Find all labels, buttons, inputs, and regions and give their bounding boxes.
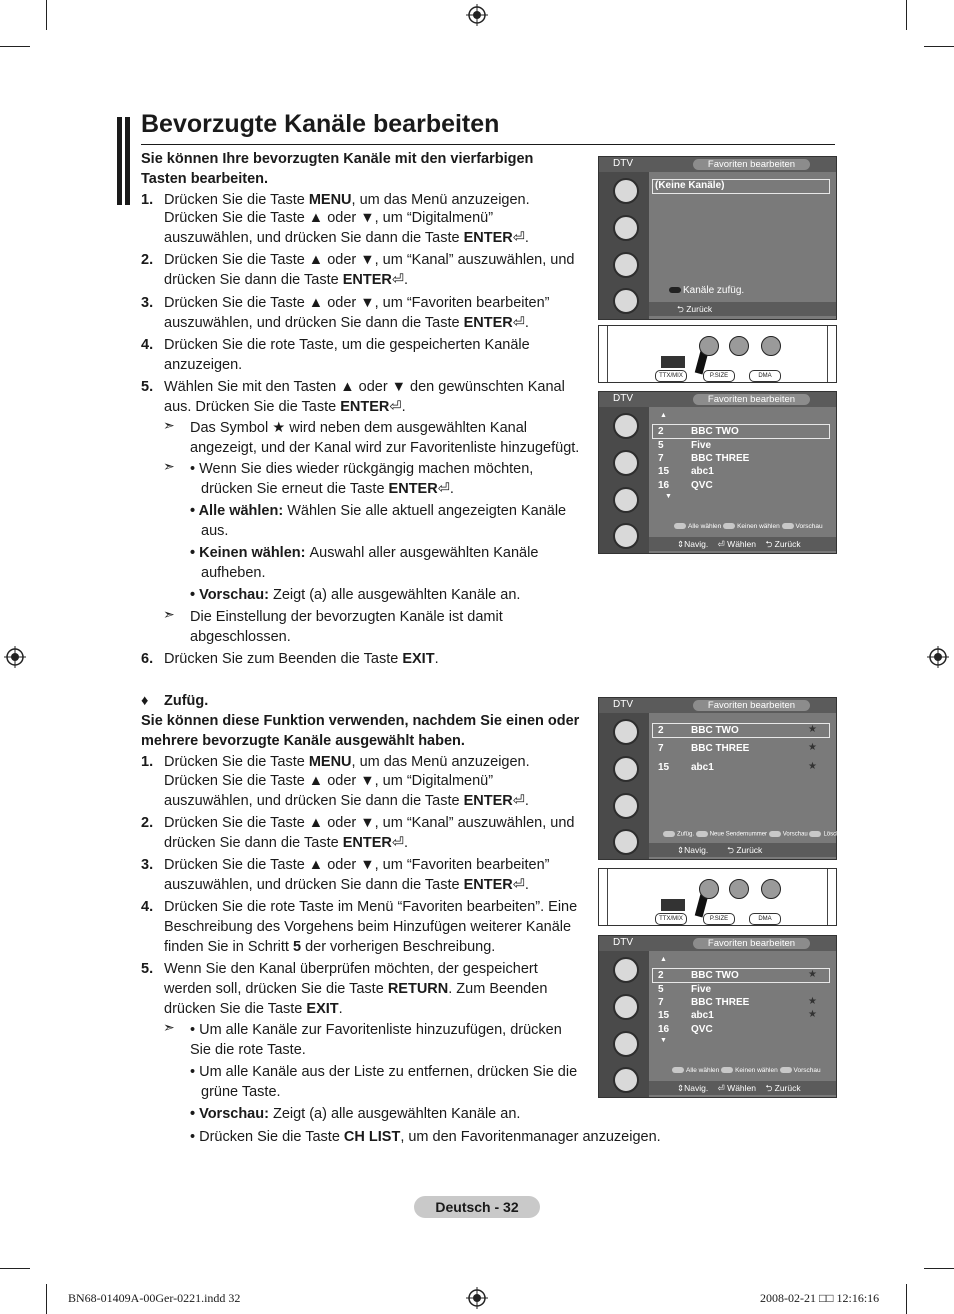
- section-bullet: ♦: [141, 693, 149, 709]
- step-text: drücken Sie dann die Taste ENTER⏎.: [164, 272, 409, 288]
- step-number: 5.: [141, 961, 154, 977]
- note-text: • Vorschau: Zeigt (a) alle ausgewählten Kanäle an.: [190, 1106, 521, 1122]
- osd-favorites-list: DTV Favoriten bearbeiten ▲ 2 BBC TWO 5 Five 7 BBC THREE 15 abc1 16 QVC ▼ Alle wählen Keinen wählen Vorschau ⇕Navig. ⏎ Wählen ⮌ Zurück: [598, 391, 837, 554]
- note-text: drücken Sie erneut die Taste ENTER⏎.: [201, 481, 454, 497]
- registration-mark-icon: [4, 646, 26, 668]
- note-arrow-icon: ➣: [163, 606, 175, 622]
- step-text: Drücken Sie die rote Taste im Menü “Favoriten bearbeiten”. Eine: [164, 899, 578, 915]
- enter-icon: ⏎: [512, 230, 525, 246]
- step-text: Drücken Sie die Taste ▲ oder ▼, um “Digitalmenü”: [164, 210, 494, 226]
- setup-menu-icon: [613, 487, 639, 513]
- step-text: Drücken Sie die Taste MENU, um das Menü anzuzeigen.: [164, 192, 530, 208]
- section-heading: Zufüg.: [164, 693, 209, 709]
- step-number: 6.: [141, 651, 154, 667]
- step-text: Drücken Sie die Taste ▲ oder ▼, um “Kanal” auszuwählen, und: [164, 252, 575, 268]
- setup-menu-icon: [613, 1031, 639, 1057]
- step-number: 2.: [141, 815, 154, 831]
- note-text: Das Symbol ★ wird neben dem ausgewählten Kanal: [190, 420, 528, 436]
- favorite-star-icon: ★: [808, 996, 817, 1007]
- step-text: drücken Sie dann die Taste ENTER⏎.: [164, 835, 409, 851]
- step-number: 1.: [141, 754, 154, 770]
- step-text: auszuwählen, und drücken Sie dann die Taste ENTER⏎.: [164, 315, 529, 331]
- input-menu-icon: [613, 288, 639, 314]
- scroll-down-icon: ▼: [665, 493, 672, 500]
- step-text: aus. Drücken Sie die Taste ENTER⏎.: [164, 399, 406, 415]
- return-icon: ⮌: [765, 539, 773, 549]
- navigate-icon: ⇕: [677, 1083, 685, 1093]
- step-text: Drücken Sie die Taste ▲ oder ▼, um “Digitalmenü”: [164, 773, 494, 789]
- note-text: • Alle wählen: Wählen Sie alle aktuell angezeigten Kanäle: [190, 503, 567, 519]
- sound-menu-icon: [613, 994, 639, 1020]
- enter-icon: ⏎: [717, 1083, 725, 1093]
- intro-text: Sie können Ihre bevorzugten Kanäle mit den vierfarbigen: [141, 151, 534, 167]
- sound-menu-icon: [613, 450, 639, 476]
- osd-favorites-selected: DTV Favoriten bearbeiten 2 BBC TWO ★ 7 BBC THREE ★ 15 abc1 ★ Zufüg. Neue Sendernummer Vorschau Löschen ⇕Navig. ⮌ Zurück: [598, 697, 837, 860]
- favorite-star-icon: ★: [808, 969, 817, 980]
- note-text: • Wenn Sie dies wieder rückgängig machen möchten,: [190, 461, 534, 477]
- step-text: auszuwählen, und drücken Sie dann die Taste ENTER⏎.: [164, 877, 529, 893]
- step-text: Drücken Sie zum Beenden die Taste EXIT.: [164, 651, 439, 667]
- favorite-star-icon: ★: [808, 761, 817, 772]
- note-text: abgeschlossen.: [190, 629, 291, 645]
- favorite-star-icon: ★: [808, 1009, 817, 1020]
- setup-menu-icon: [613, 252, 639, 278]
- step-text: auszuwählen, und drücken Sie dann die Taste ENTER⏎.: [164, 793, 529, 809]
- picture-menu-icon: [613, 719, 639, 745]
- enter-icon: ⏎: [437, 481, 450, 497]
- step-text: Wenn Sie den Kanal überprüfen möchten, der gespeichert: [164, 961, 538, 977]
- enter-icon: ⏎: [512, 793, 525, 809]
- osd-favorites-empty: DTV Favoriten bearbeiten (Keine Kanäle) Kanäle zufüg. ⮌ Zurück: [598, 156, 837, 320]
- favorite-star-icon: ★: [808, 724, 817, 735]
- sound-menu-icon: [613, 215, 639, 241]
- title-rule: [141, 144, 835, 145]
- step-text: Drücken Sie die Taste ▲ oder ▼, um “Favoriten bearbeiten”: [164, 857, 550, 873]
- enter-icon: ⏎: [512, 315, 525, 331]
- step-number: 3.: [141, 857, 154, 873]
- step-number: 3.: [141, 295, 154, 311]
- red-button-icon: [669, 287, 681, 293]
- scroll-down-icon: ▼: [660, 1037, 667, 1044]
- note-text: aus.: [201, 523, 229, 539]
- navigate-icon: ⇕: [677, 539, 685, 549]
- note-text: • Um alle Kanäle zur Favoritenliste hinzuzufügen, drücken: [190, 1022, 562, 1038]
- intro-text: mehrere bevorzugte Kanäle ausgewählt haben.: [141, 733, 465, 749]
- step-text: Beschreibung des Vorgehens beim Hinzufügen weiterer Kanäle: [164, 919, 572, 935]
- note-text: Sie die rote Taste.: [190, 1042, 306, 1058]
- registration-mark-icon: [466, 1287, 488, 1309]
- return-icon: ⮌: [677, 304, 684, 314]
- favorite-star-icon: ★: [808, 742, 817, 753]
- step-number: 5.: [141, 379, 154, 395]
- page-number-badge: Deutsch - 32: [414, 1196, 540, 1218]
- osd-favorites-list-starred: DTV Favoriten bearbeiten ▲ 2 BBC TWO ★ 5 Five 7 BBC THREE ★ 15 abc1 ★ 16 QVC ▼ Alle wählen Keinen wählen Vorschau ⇕Navig. ⏎ Wählen ⮌ Zurück: [598, 935, 837, 1098]
- step-text: drücken Sie die Taste EXIT.: [164, 1001, 343, 1017]
- registration-mark-icon: [466, 4, 488, 26]
- remote-control-illustration: TTX/MIX P.SIZE DMA: [598, 325, 837, 383]
- enter-icon: ⏎: [512, 877, 525, 893]
- note-arrow-icon: ➣: [163, 417, 175, 433]
- return-icon: ⮌: [727, 845, 734, 855]
- remote-control-illustration: TTX/MIX P.SIZE DMA: [598, 868, 837, 926]
- navigate-icon: ⇕: [677, 845, 685, 855]
- intro-text: Tasten bearbeiten.: [141, 171, 269, 187]
- note-text: aufheben.: [201, 565, 266, 581]
- return-icon: ⮌: [765, 1083, 773, 1093]
- scroll-up-icon: ▲: [660, 412, 667, 419]
- print-timestamp: 2008-02-21 □□ 12:16:16: [760, 1291, 880, 1305]
- title-bar-decoration: [125, 117, 130, 205]
- step-text: Drücken Sie die Taste ▲ oder ▼, um “Favoriten bearbeiten”: [164, 295, 550, 311]
- enter-icon: ⏎: [391, 272, 404, 288]
- note-text: • Drücken Sie die Taste CH LIST, um den Favoritenmanager anzuzeigen.: [190, 1129, 661, 1145]
- scroll-up-icon: ▲: [660, 956, 667, 963]
- note-text: grüne Taste.: [201, 1084, 281, 1100]
- step-text: Drücken Sie die rote Taste, um die gespeicherten Kanäle: [164, 337, 530, 353]
- step-text: finden Sie in Schritt 5 der vorherigen Beschreibung.: [164, 939, 496, 955]
- step-text: Wählen Sie mit den Tasten ▲ oder ▼ den gewünschten Kanal: [164, 379, 565, 395]
- step-text: anzuzeigen.: [164, 357, 243, 373]
- step-number: 4.: [141, 899, 154, 915]
- step-text: auszuwählen, und drücken Sie dann die Taste ENTER⏎.: [164, 230, 529, 246]
- input-menu-icon: [613, 829, 639, 855]
- note-text: Die Einstellung der bevorzugten Kanäle ist damit: [190, 609, 503, 625]
- sound-menu-icon: [613, 756, 639, 782]
- input-menu-icon: [613, 1067, 639, 1093]
- note-text: angezeigt, und der Kanal wird zur Favoritenliste hinzugefügt.: [190, 440, 580, 456]
- title-bar-decoration: [117, 117, 122, 205]
- color-key-icon: [661, 356, 685, 368]
- color-key-icon: [661, 899, 685, 911]
- input-menu-icon: [613, 523, 639, 549]
- intro-text: Sie können diese Funktion verwenden, nachdem Sie einen oder: [141, 713, 580, 729]
- step-number: 4.: [141, 337, 154, 353]
- enter-icon: ⏎: [389, 399, 402, 415]
- picture-menu-icon: [613, 178, 639, 204]
- step-text: Drücken Sie die Taste MENU, um das Menü anzuzeigen.: [164, 754, 530, 770]
- step-number: 2.: [141, 252, 154, 268]
- picture-menu-icon: [613, 957, 639, 983]
- step-text: Drücken Sie die Taste ▲ oder ▼, um “Kanal” auszuwählen, und: [164, 815, 575, 831]
- registration-mark-icon: [927, 646, 949, 668]
- enter-icon: ⏎: [717, 539, 725, 549]
- page-title: Bevorzugte Kanäle bearbeiten: [141, 110, 500, 138]
- step-text: werden soll, drücken Sie die Taste RETURN. Zum Beenden: [164, 981, 548, 997]
- note-text: • Um alle Kanäle aus der Liste zu entfernen, drücken Sie die: [190, 1064, 578, 1080]
- note-arrow-icon: ➣: [163, 1019, 175, 1035]
- note-arrow-icon: ➣: [163, 458, 175, 474]
- setup-menu-icon: [613, 793, 639, 819]
- print-slug: BN68-01409A-00Ger-0221.indd 32: [68, 1291, 241, 1305]
- enter-icon: ⏎: [391, 835, 404, 851]
- note-text: • Vorschau: Zeigt (a) alle ausgewählten Kanäle an.: [190, 587, 521, 603]
- note-text: • Keinen wählen: Auswahl aller ausgewählten Kanäle: [190, 545, 539, 561]
- step-number: 1.: [141, 192, 154, 208]
- picture-menu-icon: [613, 413, 639, 439]
